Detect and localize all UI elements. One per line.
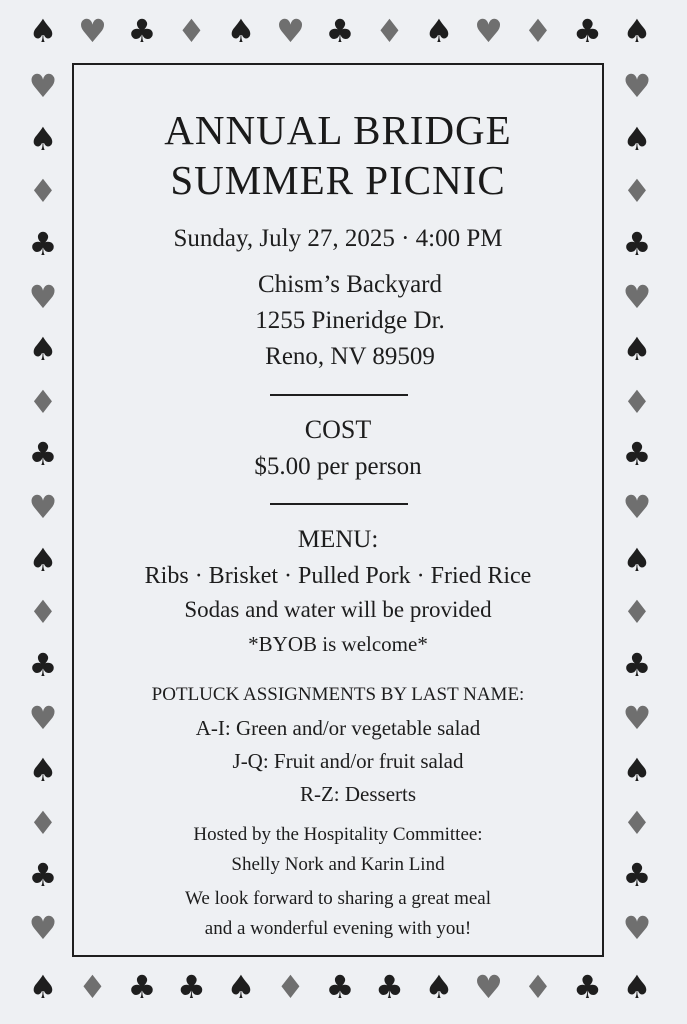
- host-line-4: and a wonderful evening with you!: [204, 918, 472, 939]
- heart-icon: ♥: [28, 488, 58, 526]
- potluck-a-i: A-I: Green and/or vegetable salad: [195, 716, 481, 740]
- heart-icon: ♥: [622, 488, 652, 526]
- spade-icon: ♠: [226, 968, 256, 1006]
- club-icon: ♣: [28, 435, 58, 474]
- spade-icon: ♠: [28, 540, 58, 579]
- title-line-1: ANNUAL BRIDGE: [164, 107, 512, 153]
- diamond-icon: ♦: [28, 172, 58, 211]
- club-icon: ♣: [375, 968, 404, 1006]
- cost-amount: $5.00 per person: [254, 453, 422, 480]
- club-icon: ♣: [325, 12, 355, 50]
- potluck-heading: POTLUCK ASSIGNMENTS BY LAST NAME:: [151, 684, 525, 705]
- diamond-icon: ♦: [622, 803, 652, 842]
- diamond-icon: ♦: [622, 382, 652, 421]
- diamond-icon: ♦: [523, 968, 553, 1006]
- host-line-3: We look forward to sharing a great meal: [184, 888, 492, 909]
- club-icon: ♣: [127, 12, 157, 50]
- heart-icon: ♥: [28, 67, 58, 105]
- spade-icon: ♠: [622, 968, 652, 1006]
- heart-icon: ♥: [622, 67, 652, 105]
- menu-byob: *BYOB is welcome*: [248, 632, 428, 656]
- spade-icon: ♠: [424, 12, 454, 50]
- heart-icon: ♥: [622, 277, 652, 316]
- heart-icon: ♥: [28, 909, 58, 947]
- heart-icon: ♥: [474, 12, 503, 50]
- club-icon: ♣: [325, 968, 355, 1006]
- spade-icon: ♠: [28, 330, 58, 369]
- diamond-icon: ♦: [28, 382, 58, 421]
- host-line-1: Hosted by the Hospitality Committee:: [193, 824, 483, 845]
- club-icon: ♣: [127, 968, 157, 1006]
- heart-icon: ♥: [622, 909, 652, 947]
- club-icon: ♣: [573, 968, 602, 1006]
- club-icon: ♣: [622, 856, 652, 895]
- spade-icon: ♠: [622, 540, 652, 579]
- club-icon: ♣: [177, 968, 206, 1006]
- spade-icon: ♠: [622, 751, 652, 790]
- title-line-2: SUMMER PICNIC: [170, 157, 506, 203]
- spade-icon: ♠: [28, 968, 58, 1006]
- diamond-icon: ♦: [78, 968, 107, 1006]
- club-icon: ♣: [28, 645, 58, 684]
- spade-icon: ♠: [28, 119, 58, 158]
- club-icon: ♣: [28, 224, 58, 263]
- event-date-time: Sunday, July 27, 2025 · 4:00 PM: [173, 225, 503, 252]
- potluck-r-z: R-Z: Desserts: [299, 782, 417, 806]
- menu-items: Ribs · Brisket · Pulled Pork · Fried Rice: [144, 563, 532, 589]
- spade-icon: ♠: [622, 12, 652, 50]
- heart-icon: ♥: [78, 12, 107, 50]
- event-title: [72, 105, 604, 205]
- diamond-icon: ♦: [375, 12, 404, 50]
- diamond-icon: ♦: [28, 803, 58, 842]
- diamond-icon: ♦: [523, 12, 553, 50]
- diamond-icon: ♦: [276, 968, 305, 1006]
- divider-2: [270, 503, 408, 505]
- host-line-2: Shelly Nork and Karin Lind: [231, 854, 445, 875]
- club-icon: ♣: [573, 12, 602, 50]
- diamond-icon: ♦: [622, 593, 652, 632]
- divider-1: [270, 394, 408, 396]
- potluck-j-q: J-Q: Fruit and/or fruit salad: [232, 749, 464, 773]
- spade-icon: ♠: [28, 751, 58, 790]
- cost-heading: COST: [304, 415, 372, 444]
- club-icon: ♣: [622, 645, 652, 684]
- heart-icon: ♥: [276, 12, 305, 50]
- heart-icon: ♥: [622, 698, 652, 737]
- spade-icon: ♠: [622, 119, 652, 158]
- club-icon: ♣: [28, 856, 58, 895]
- venue-name: Chism’s Backyard: [257, 271, 442, 298]
- menu-heading: MENU:: [297, 526, 379, 553]
- menu-drinks: Sodas and water will be provided: [184, 597, 492, 622]
- diamond-icon: ♦: [28, 593, 58, 632]
- spade-icon: ♠: [28, 12, 58, 50]
- diamond-icon: ♦: [177, 12, 206, 50]
- club-icon: ♣: [622, 435, 652, 474]
- heart-icon: ♥: [28, 698, 58, 737]
- diamond-icon: ♦: [622, 172, 652, 211]
- spade-icon: ♠: [622, 330, 652, 369]
- spade-icon: ♠: [226, 12, 256, 50]
- address-line-1: 1255 Pineridge Dr.: [255, 307, 445, 334]
- spade-icon: ♠: [424, 968, 454, 1006]
- address-line-2: Reno, NV 89509: [265, 343, 435, 370]
- heart-icon: ♥: [28, 277, 58, 316]
- heart-icon: ♥: [474, 968, 503, 1006]
- club-icon: ♣: [622, 224, 652, 263]
- flyer-content: [72, 63, 604, 957]
